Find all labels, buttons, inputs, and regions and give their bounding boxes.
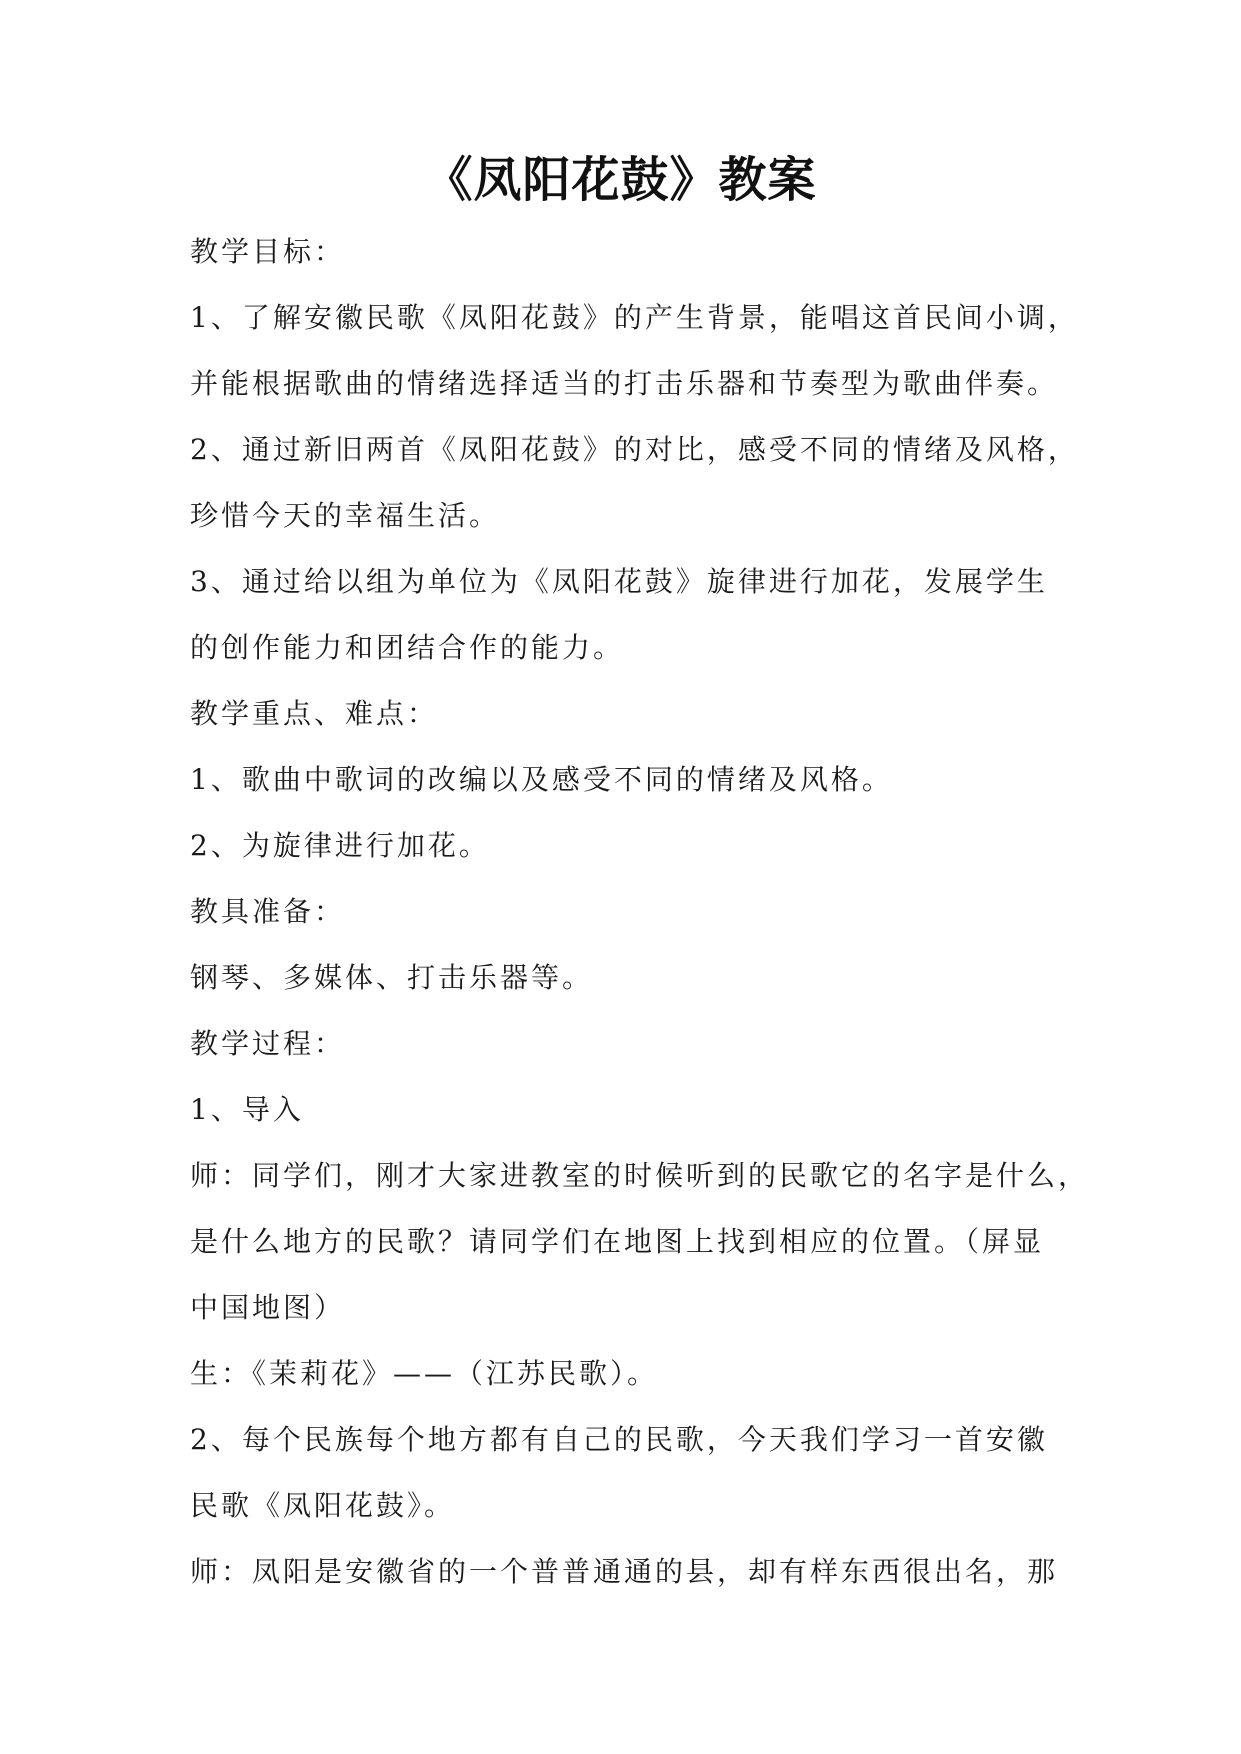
paragraph-line: 生：《茉莉花》——（江苏民歌）。 xyxy=(190,1357,659,1390)
paragraph-line: 是什么地方的民歌？请同学们在地图上找到相应的位置。（屏显 xyxy=(190,1225,1045,1258)
paragraph-line: 1、导入 xyxy=(190,1093,304,1126)
paragraph-line: 钢琴、多媒体、打击乐器等。 xyxy=(190,961,594,994)
paragraph-line: 中国地图） xyxy=(190,1291,346,1324)
paragraph-line: 的创作能力和团结合作的能力。 xyxy=(190,631,625,664)
paragraph-line: 3、通过给以组为单位为《凤阳花鼓》旋律进行加花，发展学生 xyxy=(190,565,1048,598)
paragraph-line: 师：同学们，刚才大家进教室的时候听到的民歌它的名字是什么， xyxy=(190,1159,1090,1192)
section-heading-key-points: 教学重点、难点： xyxy=(190,697,439,730)
paragraph-line: 2、为旋律进行加花。 xyxy=(190,829,490,862)
paragraph-line: 1、了解安徽民歌《凤阳花鼓》的产生背景，能唱这首民间小调， xyxy=(190,301,1079,334)
paragraph-line: 2、每个民族每个地方都有自己的民歌，今天我们学习一首安徽 xyxy=(190,1423,1048,1456)
section-heading-objectives: 教学目标： xyxy=(190,235,346,268)
paragraph-line: 2、通过新旧两首《凤阳花鼓》的对比，感受不同的情绪及风格， xyxy=(190,433,1079,466)
paragraph-line: 1、歌曲中歌词的改编以及感受不同的情绪及风格。 xyxy=(190,763,893,796)
paragraph-line: 并能根据歌曲的情绪选择适当的打击乐器和节奏型为歌曲伴奏。 xyxy=(190,367,1059,400)
section-heading-process: 教学过程： xyxy=(190,1027,346,1060)
paragraph-line: 师：凤阳是安徽省的一个普普通通的县，却有样东西很出名，那 xyxy=(190,1555,1059,1588)
paragraph-line: 珍惜今天的幸福生活。 xyxy=(190,499,501,532)
paragraph-line: 民歌《凤阳花鼓》。 xyxy=(190,1489,456,1522)
section-heading-materials: 教具准备： xyxy=(190,895,346,928)
document-title: 《凤阳花鼓》教案 xyxy=(424,152,817,208)
document-body xyxy=(190,232,1090,1618)
